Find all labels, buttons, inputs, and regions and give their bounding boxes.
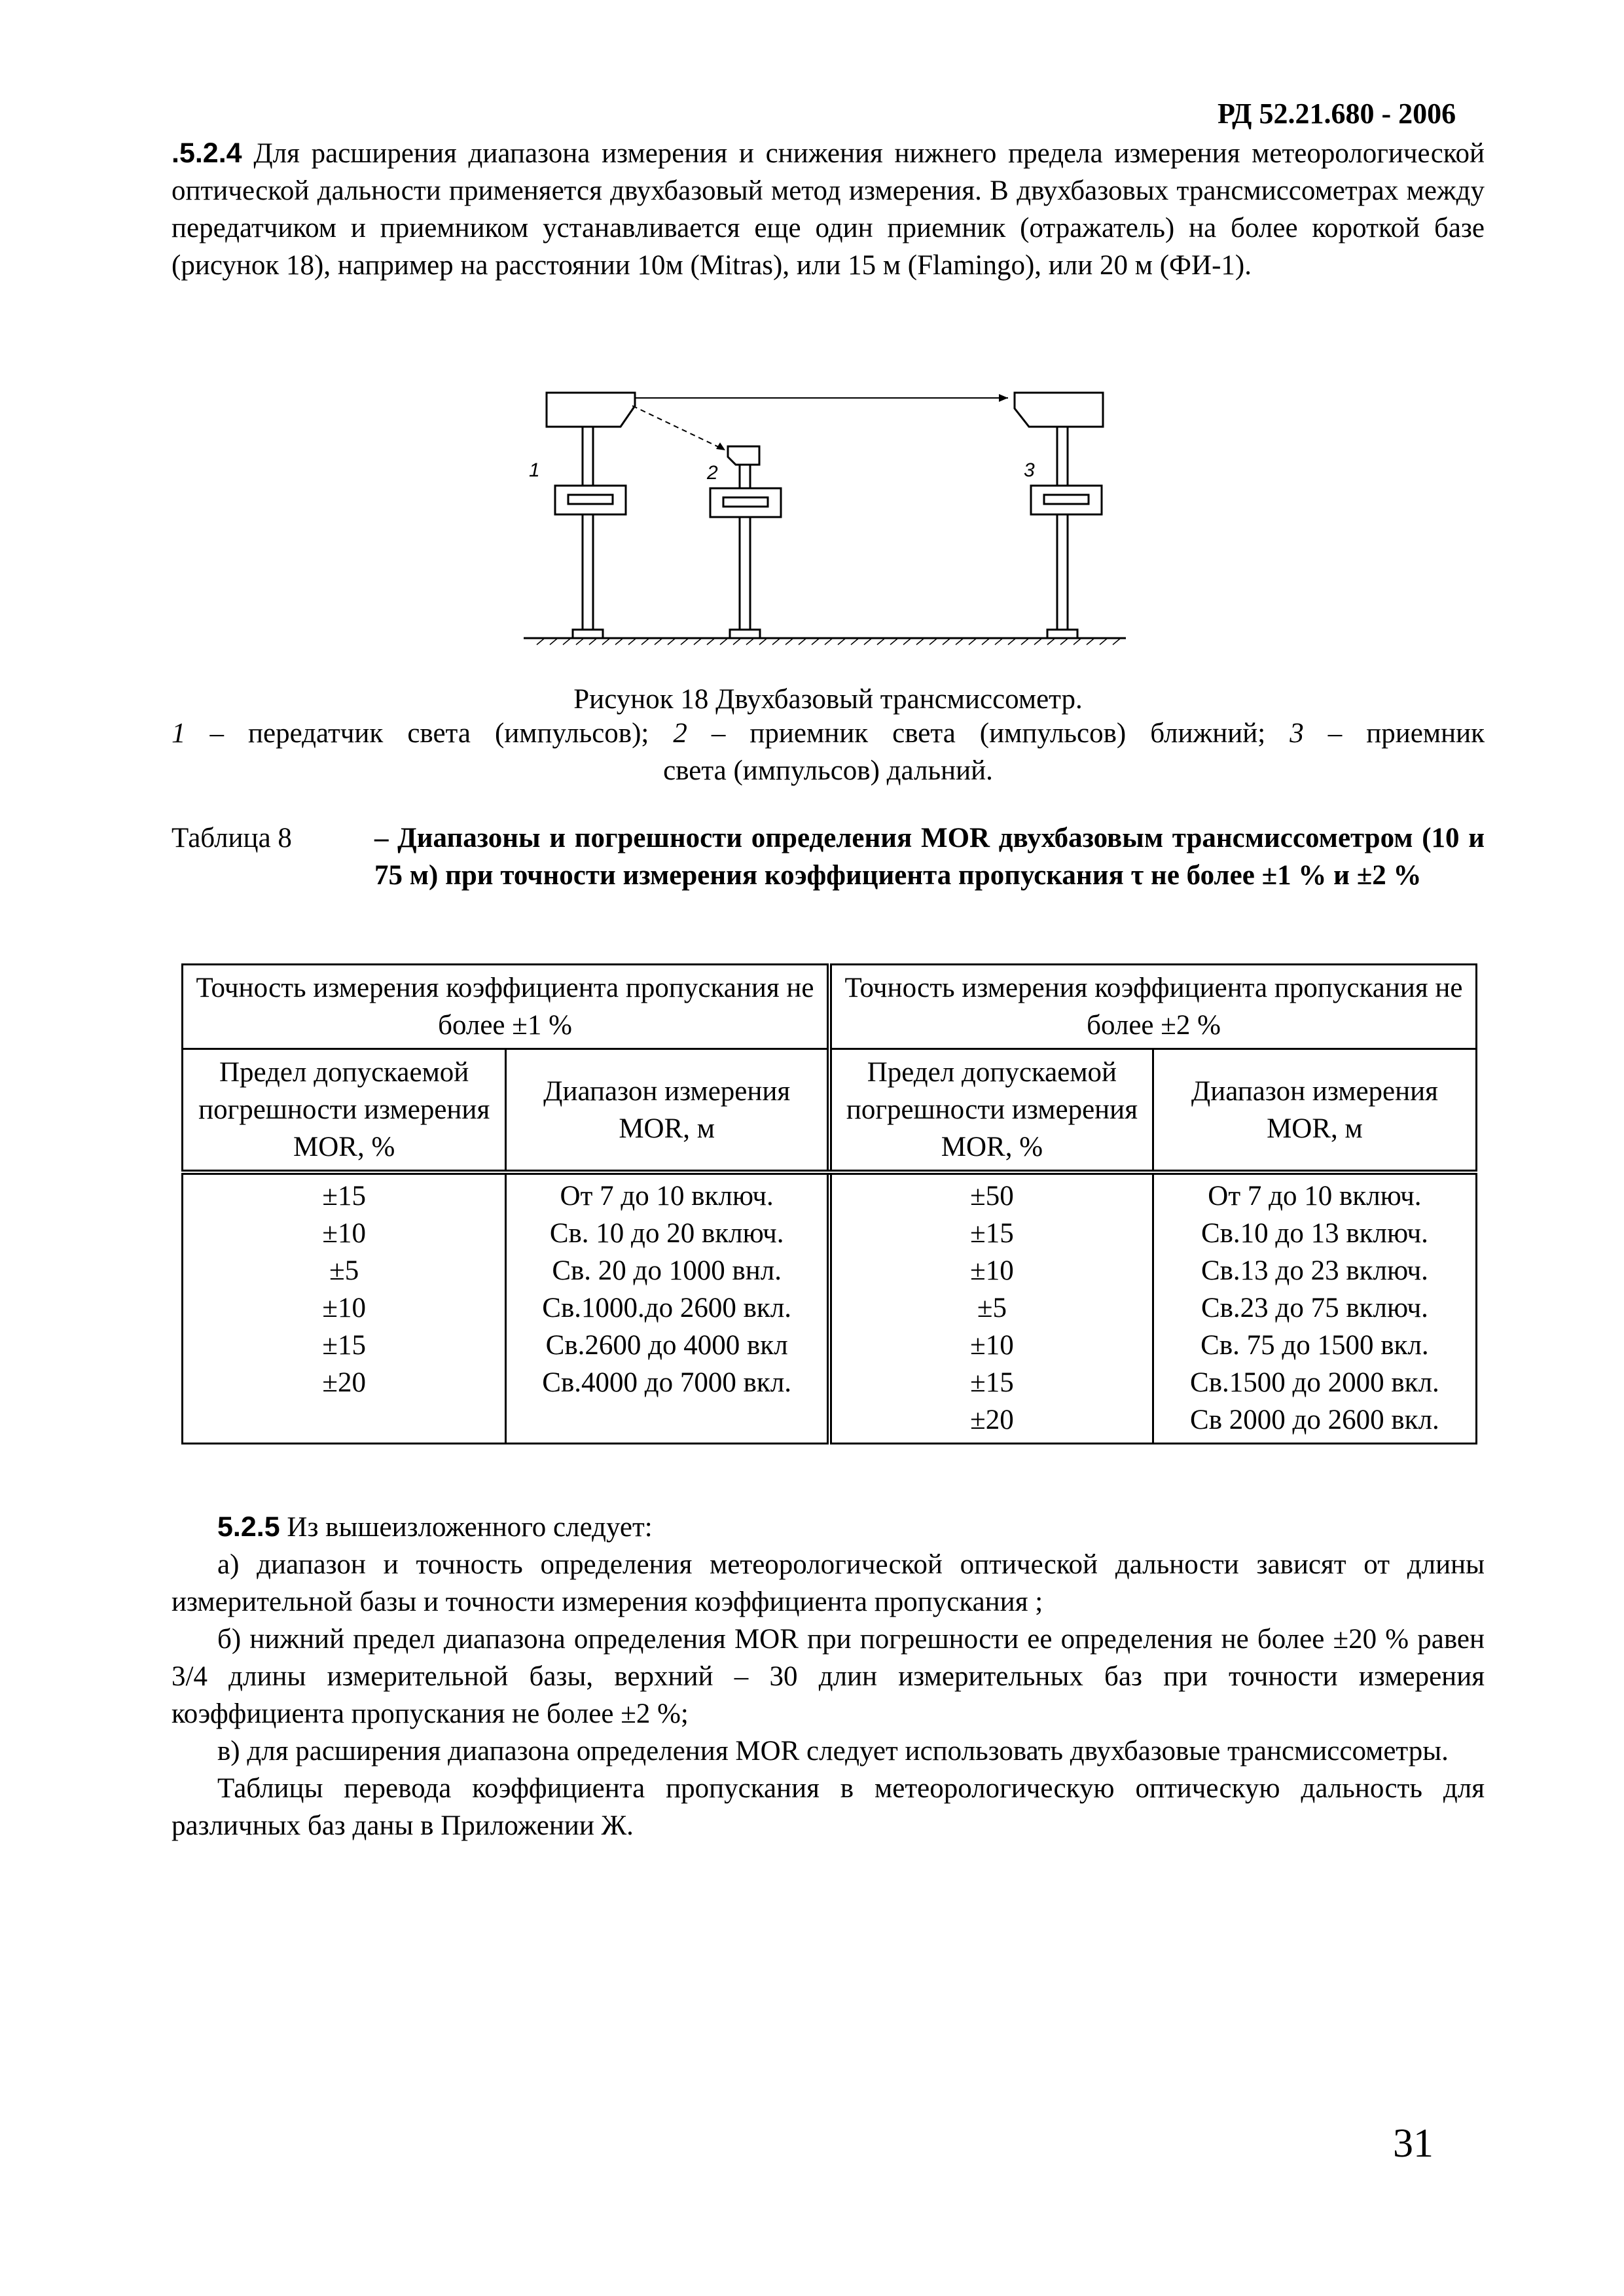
cell-value: Св.4000 до 7000 вкл. [542, 1367, 792, 1398]
cell-value: Св. 20 до 1000 внл. [552, 1255, 782, 1286]
cell-value: ±15 [970, 1218, 1014, 1249]
table-title: – Диапазоны и погрешности определения MOR двухбазовым трансмиссометром (10 и 75 м) при точности измерения коэффициента пропускания τ не более ±1 % и ±2 % [374, 823, 1485, 891]
cell-value: Св. 10 до 20 включ. [549, 1218, 784, 1249]
cell-value: Св 2000 до 2600 вкл. [1190, 1405, 1439, 1435]
label-2: 2 [707, 462, 718, 484]
col-header-error-1: Предел допускаемой погрешности измерения MOR, % [183, 1049, 506, 1173]
mor-ranges-table [181, 963, 1477, 1444]
cell-value: Св.2600 до 4000 вкл [545, 1330, 788, 1361]
table-label: Таблица 8 [171, 823, 292, 853]
cell-value: ±10 [970, 1255, 1014, 1286]
cell-value: Св.10 до 13 включ. [1200, 1218, 1428, 1249]
section-number: 5.2.5 [217, 1511, 280, 1543]
item-b: б) нижний предел диапазона определения MOR при погрешности ее определения не более ±20 % равен 3/4 длины измерительной базы, верхний – 30 длин измерительных баз при точности измерения коэффициента пропускания не более ±2 %; [171, 1624, 1485, 1729]
legend-num-1: 1 [171, 718, 186, 749]
cell-value: От 7 до 10 включ. [1208, 1181, 1422, 1211]
legend-num-2: 2 [673, 718, 687, 749]
legend-line-2: света (импульсов) дальний. [663, 755, 993, 786]
col4-cell [1153, 1172, 1476, 1444]
col2-cell [506, 1172, 829, 1444]
document-code: РД 52.21.680 - 2006 [1218, 98, 1456, 130]
cell-value: Св. 75 до 1500 вкл. [1200, 1330, 1429, 1361]
col-header-range-2: Диапазон измерения MOR, м [1153, 1049, 1476, 1173]
cell-value: Св.1000.до 2600 вкл. [542, 1293, 792, 1323]
transmissometer-diagram [511, 380, 1139, 655]
group-header-1pct: Точность измерения коэффициента пропускания не более ±1 % [183, 965, 830, 1049]
label-1: 1 [529, 459, 540, 481]
paragraph-5-2-5 [171, 1509, 1485, 1844]
label-3: 3 [1024, 459, 1035, 481]
figure-caption: Рисунок 18 Двухбазовый трансмиссометр. [573, 684, 1083, 715]
legend-text-1: – передатчик света (импульсов); [185, 718, 674, 749]
col1-cell [183, 1172, 506, 1444]
legend-num-3: 3 [1290, 718, 1304, 749]
cell-value: ±10 [322, 1293, 366, 1323]
legend-text-2: – приемник света (импульсов) ближний; [687, 718, 1290, 749]
section-number: .5.2.4 [171, 137, 242, 169]
group-header-2pct: Точность измерения коэффициента пропускания не более ±2 % [829, 965, 1477, 1049]
closing-paragraph: Таблицы перевода коэффициента пропускания в метеорологическую оптическую дальность для различных баз даны в Приложении Ж. [171, 1773, 1485, 1841]
col-header-error-2: Предел допускаемой погрешности измерения MOR, % [829, 1049, 1153, 1173]
cell-value: ±20 [322, 1367, 366, 1398]
cell-value: ±10 [322, 1218, 366, 1249]
cell-value: ±5 [329, 1255, 359, 1286]
cell-value: Св.1500 до 2000 вкл. [1190, 1367, 1439, 1398]
cell-value: ±50 [970, 1181, 1014, 1211]
cell-value: ±15 [970, 1367, 1014, 1398]
cell-value: ±15 [322, 1181, 366, 1211]
col-header-range-1: Диапазон измерения MOR, м [506, 1049, 829, 1173]
legend-text-3: – приемник [1303, 718, 1485, 749]
short-beam [632, 406, 720, 448]
transmitter-station [547, 393, 635, 638]
col3-cell [829, 1172, 1153, 1444]
long-beam-arrowhead [999, 394, 1008, 402]
cell-value: Св.13 до 23 включ. [1200, 1255, 1428, 1286]
section-text: Для расширения диапазона измерения и снижения нижнего предела измерения метеорологической оптической дальности применяется двухбазовый метод измерения. В двухбазовых трансмиссометрах между передатчиком и приемником устанавливается еще один приемник (отражатель) на более короткой базе (рисунок 18), например на расстоянии 10м (Mitras), или 15 м (Flamingo), или 20 м (ФИ-1). [171, 138, 1485, 281]
cell-value: От 7 до 10 включ. [560, 1181, 774, 1211]
item-c: в) для расширения диапазона определения MOR следует использовать двухбазовые трансмиссометры. [217, 1736, 1449, 1767]
figure-legend [171, 715, 1485, 789]
item-a: а) диапазон и точность определения метеорологической оптической дальности зависят от длины измерительной базы и точности измерения коэффициента пропускания ; [171, 1549, 1485, 1617]
page-number: 31 [1393, 2121, 1434, 2166]
far-receiver-station [1015, 393, 1103, 638]
cell-value: ±20 [970, 1405, 1014, 1435]
near-receiver-station [710, 446, 781, 638]
cell-value: ±10 [970, 1330, 1014, 1361]
cell-value: Св.23 до 75 включ. [1200, 1293, 1428, 1323]
section-intro: Из вышеизложенного следует: [287, 1512, 653, 1543]
cell-value: ±15 [322, 1330, 366, 1361]
cell-value: ±5 [977, 1293, 1007, 1323]
paragraph-5-2-4 [171, 135, 1485, 284]
